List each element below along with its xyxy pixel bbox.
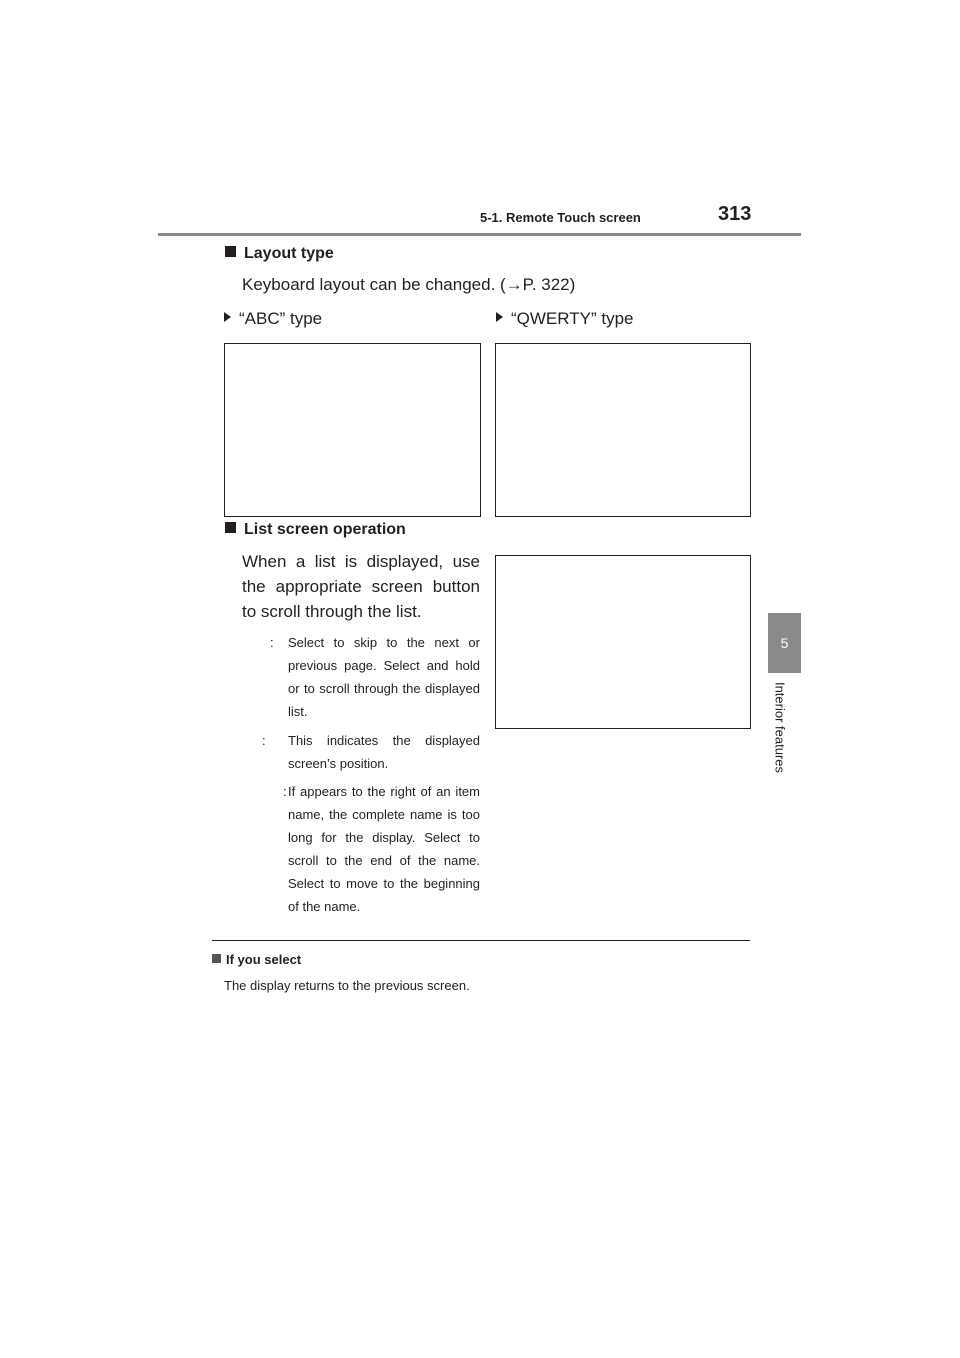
list-screen-text: When a list is displayed, use the appropriate screen button to scroll through the list. [242,552,480,621]
abc-type-label: “ABC” type [224,306,322,332]
page-number: 313 [718,203,752,225]
note-text: Select to skip to the next or previous page. Select and hold or to scroll through the displayed list. [288,635,480,719]
qwerty-type-label: “QWERTY” type [496,306,633,332]
qwerty-keyboard-image [495,343,751,517]
abc-keyboard-image [224,343,481,517]
chapter-tab: 5 [768,613,801,673]
list-screen-heading: List screen operation [225,521,406,539]
square-bullet-icon [225,246,236,257]
note-item [262,729,480,775]
layout-type-heading: Layout type [225,245,334,263]
note-item [270,631,480,723]
note-item [283,780,480,918]
chapter-title: Interior features [772,681,788,774]
square-bullet-icon [212,954,221,963]
section-title: 5-1. Remote Touch screen [480,210,641,225]
square-bullet-icon [225,522,236,533]
footnote-text: The display returns to the previous screen. [224,978,470,993]
note-marker: : [262,733,266,748]
list-screen-image [495,555,751,729]
note-text: This indicates the displayed screen’s position. [288,733,480,771]
note-marker: : [270,635,274,650]
triangle-bullet-icon [224,312,231,322]
triangle-bullet-icon [496,312,503,322]
footnote-heading: If you select [212,952,301,967]
layout-type-text: Keyboard layout can be changed. (→P. 322) [242,275,576,294]
section-divider [212,940,750,941]
header-divider [158,233,801,236]
note-marker: : [283,784,287,799]
note-text: If appears to the right of an item name, the complete name is too long for the display. Select to scroll to the end of the name. Select to move to the beginning of the name. [288,784,480,914]
